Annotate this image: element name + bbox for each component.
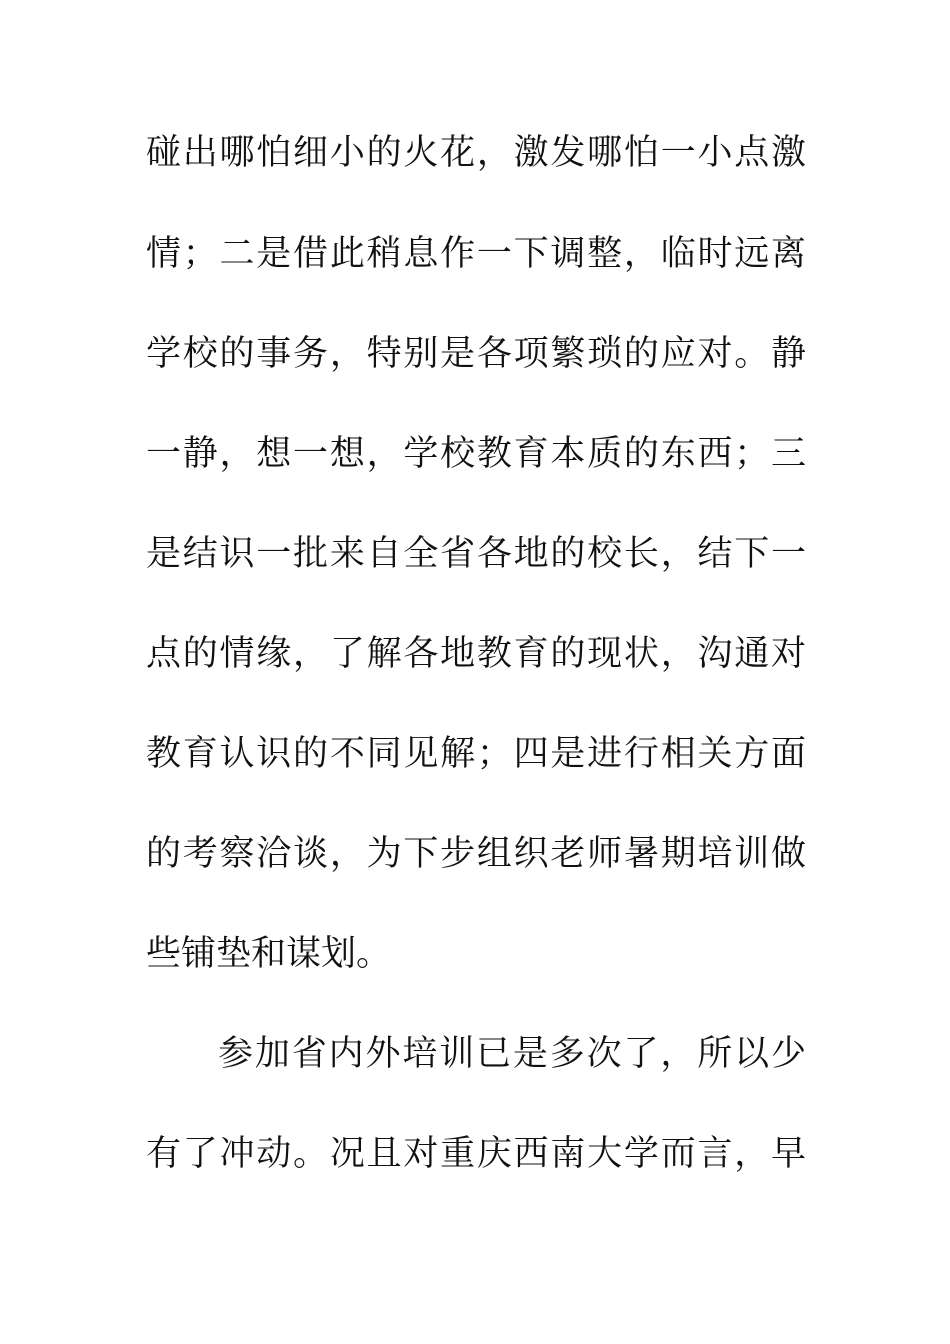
text-line: 一静，想一想，学校教育本质的东西；三 [146, 434, 806, 474]
text-line: 情；二是借此稍息作一下调整，临时远离 [146, 234, 806, 274]
text-line: 的考察洽谈，为下步组织老师暑期培训做 [146, 834, 806, 874]
text-line: 有了冲动。况且对重庆西南大学而言，早 [146, 1134, 806, 1174]
text-line: 碰出哪怕细小的火花，激发哪怕一小点激 [146, 133, 806, 173]
text-line: 点的情缘，了解各地教育的现状，沟通对 [146, 634, 806, 674]
text-line: 些铺垫和谋划。 [146, 934, 392, 974]
text-line: 教育认识的不同见解；四是进行相关方面 [146, 734, 806, 774]
paragraph-first-line: 参加省内外培训已是多次了，所以少 [218, 1034, 806, 1074]
text-line: 是结识一批来自全省各地的校长，结下一 [146, 534, 806, 574]
text-line: 学校的事务，特别是各项繁琐的应对。静 [146, 334, 806, 374]
